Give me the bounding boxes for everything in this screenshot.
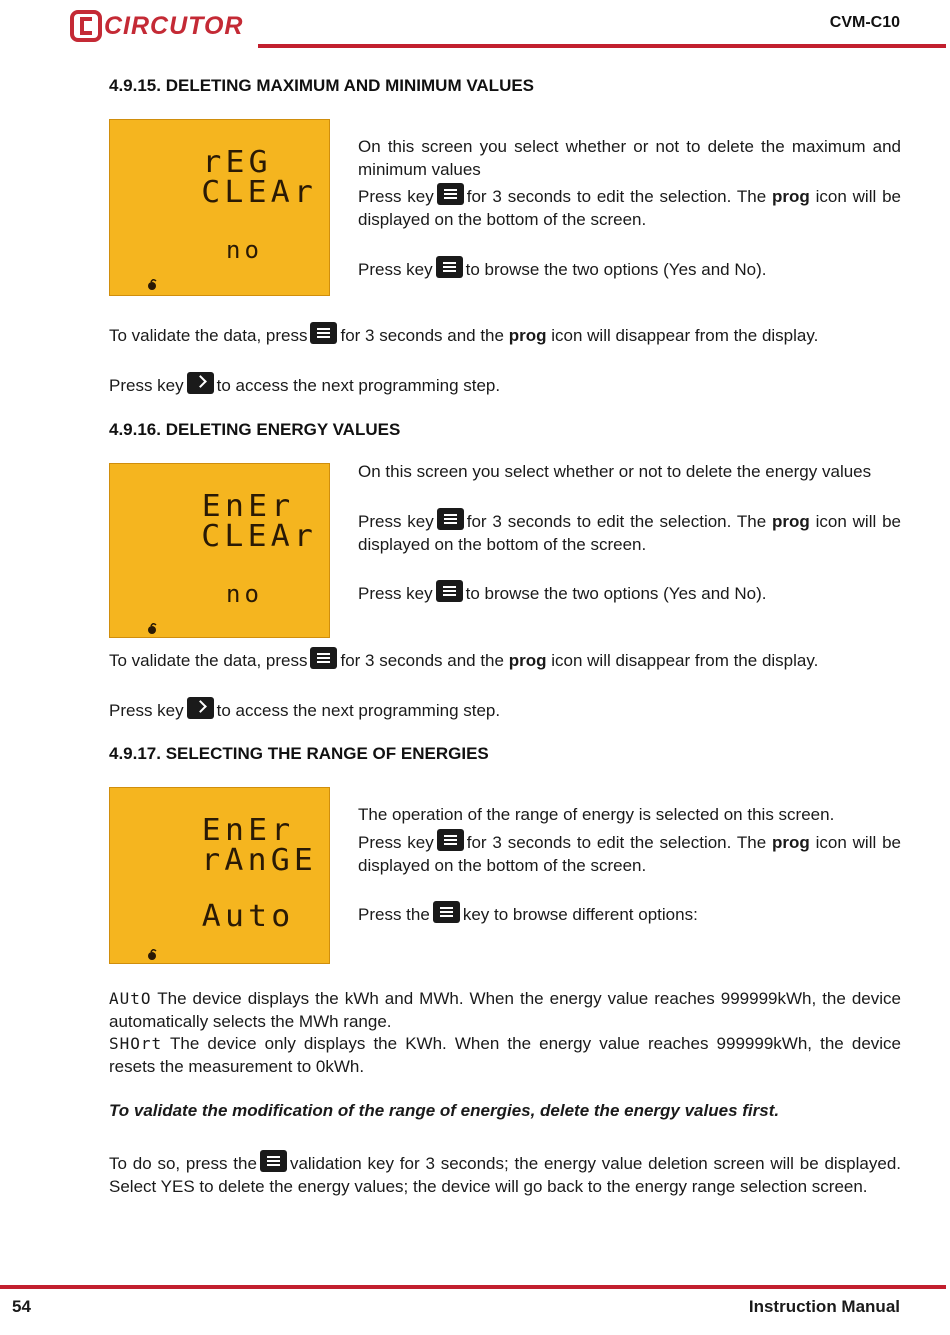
menu-key-icon: [437, 183, 464, 205]
instruction-browse-options: Press key to browse the two options (Yes and No).: [358, 580, 901, 605]
lcd-value: no: [226, 236, 263, 264]
section-heading-energy: 4.9.16. DELETING ENERGY VALUES: [109, 420, 401, 439]
lcd-screen-ener-clear: [109, 463, 330, 638]
brand-name: CIRCUTOR: [104, 12, 244, 40]
instruction-next-step: Press key to access the next programming step.: [109, 697, 901, 722]
lcd-screen-reg-clear: [109, 119, 330, 296]
lock-icon: [146, 948, 158, 960]
range-note: To validate the modification of the range of energies, delete the energy values first.: [109, 1101, 780, 1120]
page-number: 54: [12, 1297, 31, 1316]
menu-key-icon: [436, 256, 463, 278]
instruction-edit-selection: Press key for 3 seconds to edit the selection. The prog icon will be displayed on the bottom of the screen.: [358, 829, 901, 877]
lcd-value: Auto: [201, 899, 295, 934]
option-short: SHOrt The device only displays the KWh. When the energy value reaches 999999kWh, the device resets the measurement to 0kWh.: [109, 1034, 902, 1076]
lcd-value: no: [226, 580, 263, 608]
intro-max-min: On this screen you select whether or not to delete the maximum and minimum values: [358, 137, 901, 179]
menu-key-icon: [310, 322, 337, 344]
next-key-icon: [187, 697, 214, 719]
instruction-next-step: Press key to access the next programming step.: [109, 372, 901, 397]
next-key-icon: [187, 372, 214, 394]
menu-key-icon: [437, 829, 464, 851]
lcd-line-2: rAnGE: [201, 843, 318, 878]
instruction-validate: To validate the data, press for 3 seconds and the prog icon will disappear from the display.: [109, 322, 901, 347]
instruction-browse-options: Press key to browse the two options (Yes and No).: [358, 256, 901, 281]
instruction-validate: To validate the data, press for 3 seconds and the prog icon will disappear from the display.: [109, 647, 901, 672]
option-auto: AUtO The device displays the kWh and MWh. When the energy value reaches 999999kWh, the device automatically selects the MWh range.: [109, 989, 901, 1031]
lock-icon: [146, 278, 158, 290]
section-heading-max-min: 4.9.15. DELETING MAXIMUM AND MINIMUM VALUES: [109, 76, 535, 95]
footer-rule: [0, 1285, 946, 1289]
lcd-screen-ener-range: [109, 787, 330, 964]
menu-key-icon: [433, 901, 460, 923]
lcd-line-1: EnEr: [201, 489, 295, 524]
lock-icon: [146, 622, 158, 634]
lcd-line-1: rEG: [202, 145, 272, 180]
lcd-line-2: CLEAr: [201, 175, 318, 210]
menu-key-icon: [260, 1150, 287, 1172]
header-rule: [258, 44, 946, 48]
option-auto-code: AUtO: [109, 989, 152, 1008]
lcd-line-1: EnEr: [201, 813, 295, 848]
instruction-edit-selection: Press key for 3 seconds to edit the selection. The prog icon will be displayed on the bottom of the screen.: [358, 508, 901, 556]
instruction-edit-selection: Press key for 3 seconds to edit the selection. The prog icon will be displayed on the bottom of the screen.: [358, 183, 901, 231]
instruction-delete-first: To do so, press the validation key for 3 seconds; the energy value deletion screen will be displayed. Select YES to delete the energy values; the device will go back to the energy range selection screen.: [109, 1150, 901, 1198]
menu-key-icon: [310, 647, 337, 669]
intro-energy: On this screen you select whether or not to delete the energy values: [358, 462, 872, 481]
instruction-browse-options: Press the key to browse different options:: [358, 901, 901, 926]
option-short-code: SHOrt: [109, 1034, 163, 1053]
intro-range: The operation of the range of energy is selected on this screen.: [358, 805, 835, 824]
lcd-line-2: CLEAr: [201, 519, 318, 554]
section-heading-range: 4.9.17. SELECTING THE RANGE OF ENERGIES: [109, 744, 489, 763]
menu-key-icon: [436, 580, 463, 602]
menu-key-icon: [437, 508, 464, 530]
document-code: CVM-C10: [829, 14, 900, 31]
footer-title: Instruction Manual: [748, 1297, 900, 1316]
